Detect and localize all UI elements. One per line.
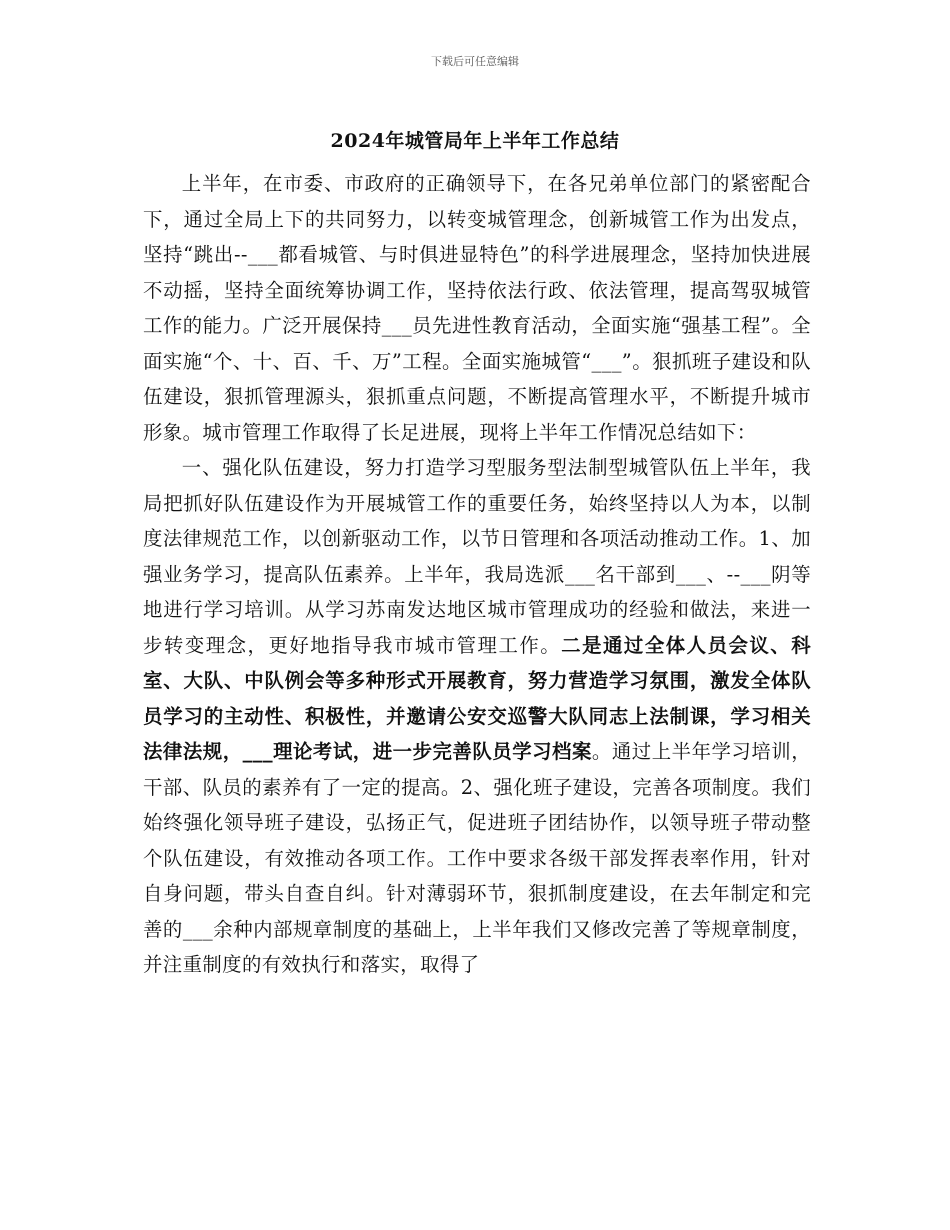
paragraph-section-one-bold: 二是通过全体人员会议、科室、大队、中队例会等多种形式开展教育，努力营造学习氛围，激发全体队员学习的主动性、积极性，并邀请公安交巡警大队同志上法制课，学习相关法律法规，___理论考试，进一步完善队员学习档案 — [143, 633, 811, 763]
paragraph-section-one-part-b: 。通过上半年学习培训，干部、队员的素养有了一定的提高。2、强化班子建设，完善各项制度。我们始终强化领导班子建设，弘扬正气，促进班子团结协作，以领导班子带动整个队伍建设，有效推动各项工作。工作中要求各级干部发挥表率作用，针对自身问题，带头自查自纠。针对薄弱环节，狠抓制度建设，在去年制定和完善的___余种内部规章制度的基础上，上半年我们又修改完善了等规章制度，并注重制度的有效执行和落实，取得了 — [143, 740, 811, 976]
page-header-note: 下载后可任意编辑 — [431, 55, 519, 68]
paragraph-intro: 上半年，在市委、市政府的正确领导下，在各兄弟单位部门的紧密配合下，通过全局上下的共同努力，以转变城管理念，创新城管工作为出发点，坚持“跳出--___都看城管、与时俱进显特色”的科学进展理念，坚持加快进展不动摇，坚持全面统筹协调工作，坚持依法行政、依法管理，提高驾驭城管工作的能力。广泛开展保持___员先进性教育活动，全面实施“强基工程”。全面实施“个、十、百、千、万”工程。全面实施城管“___”。狠抓班子建设和队伍建设，狠抓管理源头，狠抓重点问题，不断提高管理水平，不断提升城市形象。城市管理工作取得了长足进展，现将上半年工作情况总结如下： — [143, 172, 811, 444]
paragraph-section-one — [143, 450, 811, 983]
document-body — [143, 166, 811, 983]
document-title: 2024年城管局年上半年工作总结 — [330, 130, 620, 152]
paragraph-section-one-part-a: 一、强化队伍建设，努力打造学习型服务型法制型城管队伍上半年，我局把抓好队伍建设作为开展城管工作的重要任务，始终坚持以人为本，以制度法律规范工作，以创新驱动工作，以节日管理和各项活动推动工作。1、加强业务学习，提高队伍素养。上半年，我局选派___名干部到___、--___阴等地进行学习培训。从学习苏南发达地区城市管理成功的经验和做法，来进一步转变理念，更好地指导我市城市管理工作。 — [143, 456, 811, 657]
